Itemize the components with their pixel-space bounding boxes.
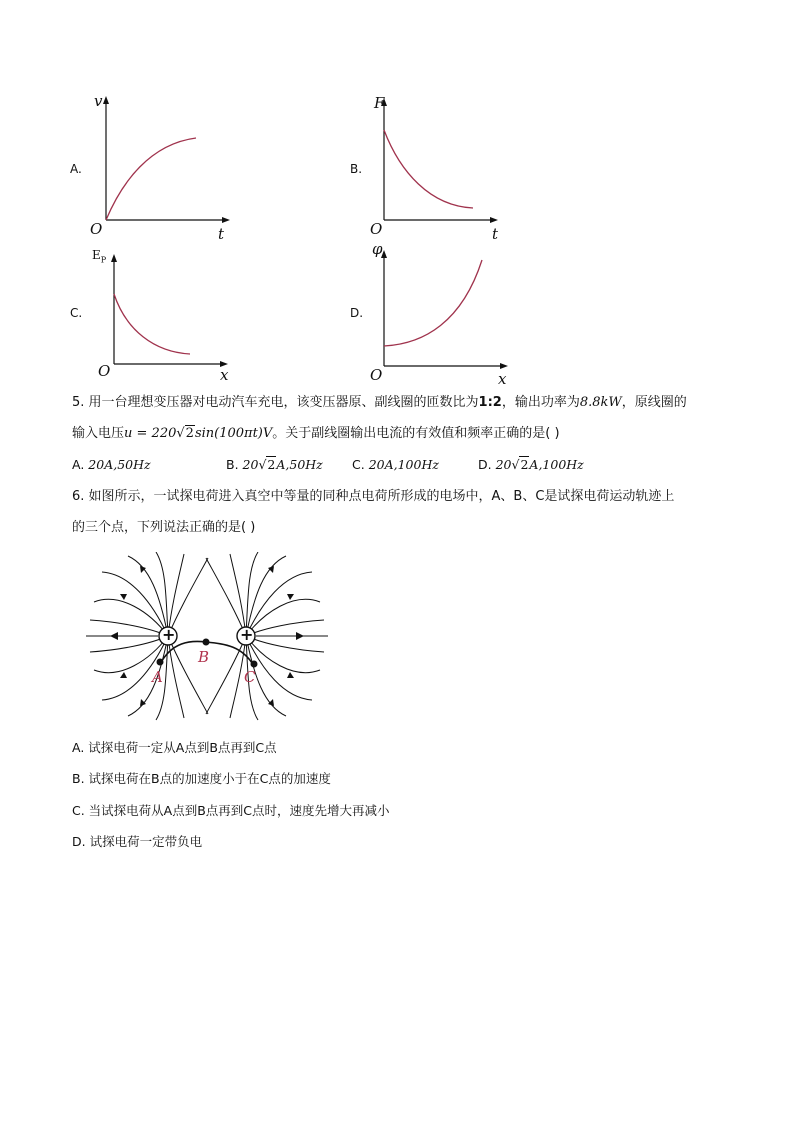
- graph-c-option-label: C.: [70, 306, 83, 320]
- q5-option-d-label: D.: [478, 457, 492, 472]
- charge-left-sign: +: [162, 625, 176, 644]
- point-c: [251, 661, 258, 668]
- field-diagram: [80, 552, 340, 722]
- q5-option-d-sqrt: √2: [511, 457, 529, 472]
- q5-u-rhs: sin(100πt)V: [194, 426, 273, 441]
- q5-u-lhs: u = 220: [124, 426, 177, 441]
- graph-a-x-label: t: [218, 225, 225, 243]
- label-c: C: [244, 668, 256, 686]
- graph-d-origin: O: [370, 366, 383, 384]
- q5-option-d-sqrt-num: 2: [520, 457, 529, 472]
- q5-line2: [72, 424, 560, 444]
- q5-line1-mid: ，输出功率为: [501, 395, 580, 410]
- graph-b-y-label: F: [374, 94, 385, 112]
- graph-b-curve: [384, 130, 473, 208]
- q5-line2-post: 。关于副线圈输出电流的有效值和频率正确的是( ): [272, 426, 560, 441]
- q5-option-c-text: 20A,100Hz: [368, 457, 439, 472]
- q6-line2: 的三个点，下列说法正确的是( ): [72, 520, 256, 535]
- graph-c: [70, 246, 240, 386]
- q5-option-b-pre: 20: [242, 457, 259, 472]
- q5-line1: [72, 393, 687, 413]
- graph-a-origin: O: [90, 220, 103, 238]
- q5-ratio: 1:2: [478, 395, 502, 410]
- graph-c-y-letter: E: [92, 248, 101, 262]
- q5-option-d-post: A,100Hz: [529, 457, 584, 472]
- q5-option-c[interactable]: [352, 457, 439, 472]
- field-lines: [86, 552, 328, 720]
- label-a: A: [152, 668, 163, 686]
- point-b: [203, 639, 210, 646]
- graph-a-option-label: A.: [70, 162, 82, 176]
- graph-d-option-label: D.: [350, 306, 364, 320]
- graph-d-y-label: φ: [372, 240, 383, 258]
- q5-option-a-label: A.: [72, 457, 85, 472]
- point-a: [157, 659, 164, 666]
- q5-line1-pre: 5. 用一台理想变压器对电动汽车充电，该变压器原、副线圈的匝数比为: [72, 395, 479, 410]
- graph-b-x-label: t: [492, 225, 499, 243]
- q5-option-d[interactable]: [478, 457, 584, 472]
- graph-b: [350, 92, 520, 242]
- q5-power: 8.8kW: [579, 395, 622, 410]
- q5-option-d-pre: 20: [495, 457, 512, 472]
- q6-option-d[interactable]: D. 试探电荷一定带负电: [72, 834, 203, 849]
- graph-b-option-label: B.: [350, 162, 363, 176]
- graph-a-y-label: v: [94, 92, 103, 110]
- q5-option-b-label: B.: [226, 457, 239, 472]
- q5-line1-post: ，原线圈的: [621, 395, 687, 410]
- q5-option-b-sqrt-num: 2: [267, 457, 276, 472]
- graph-c-y-sub: P: [100, 255, 107, 265]
- graph-c-x-label: x: [220, 366, 229, 384]
- graph-c-origin: O: [98, 362, 111, 380]
- graph-a-curve: [106, 138, 196, 220]
- q6-option-a[interactable]: A. 试探电荷一定从A点到B点再到C点: [72, 740, 277, 755]
- graph-c-plot: [70, 246, 240, 386]
- q6-option-c[interactable]: C. 当试探电荷从A点到B点再到C点时，速度先增大再减小: [72, 803, 390, 818]
- q5-option-b-post: A,50Hz: [276, 457, 323, 472]
- q5-option-b-sqrt: √2: [258, 457, 276, 472]
- graph-d: [350, 240, 520, 390]
- q5-line2-pre: 输入电压: [72, 426, 125, 441]
- graph-c-curve: [114, 294, 190, 354]
- graph-d-curve: [384, 260, 482, 346]
- q5-option-a-text: 20A,50Hz: [88, 457, 151, 472]
- q5-option-c-label: C.: [352, 457, 365, 472]
- graph-a: [70, 92, 240, 242]
- graph-b-origin: O: [370, 220, 383, 238]
- q5-sqrt: √2: [176, 426, 194, 441]
- q5-sqrt-num: 2: [185, 426, 194, 441]
- label-b: B: [198, 648, 210, 666]
- graph-d-x-label: x: [498, 370, 507, 388]
- q6-line1: 6. 如图所示，一试探电荷进入真空中等量的同种点电荷所形成的电场中，A、B、C是试探电荷运动轨迹上: [72, 489, 675, 504]
- graph-c-y-label: [92, 248, 106, 264]
- q5-option-a[interactable]: [72, 457, 151, 472]
- q6-option-b[interactable]: B. 试探电荷在B点的加速度小于在C点的加速度: [72, 771, 331, 786]
- charge-right-sign: +: [240, 625, 254, 644]
- q5-option-b[interactable]: [226, 457, 323, 472]
